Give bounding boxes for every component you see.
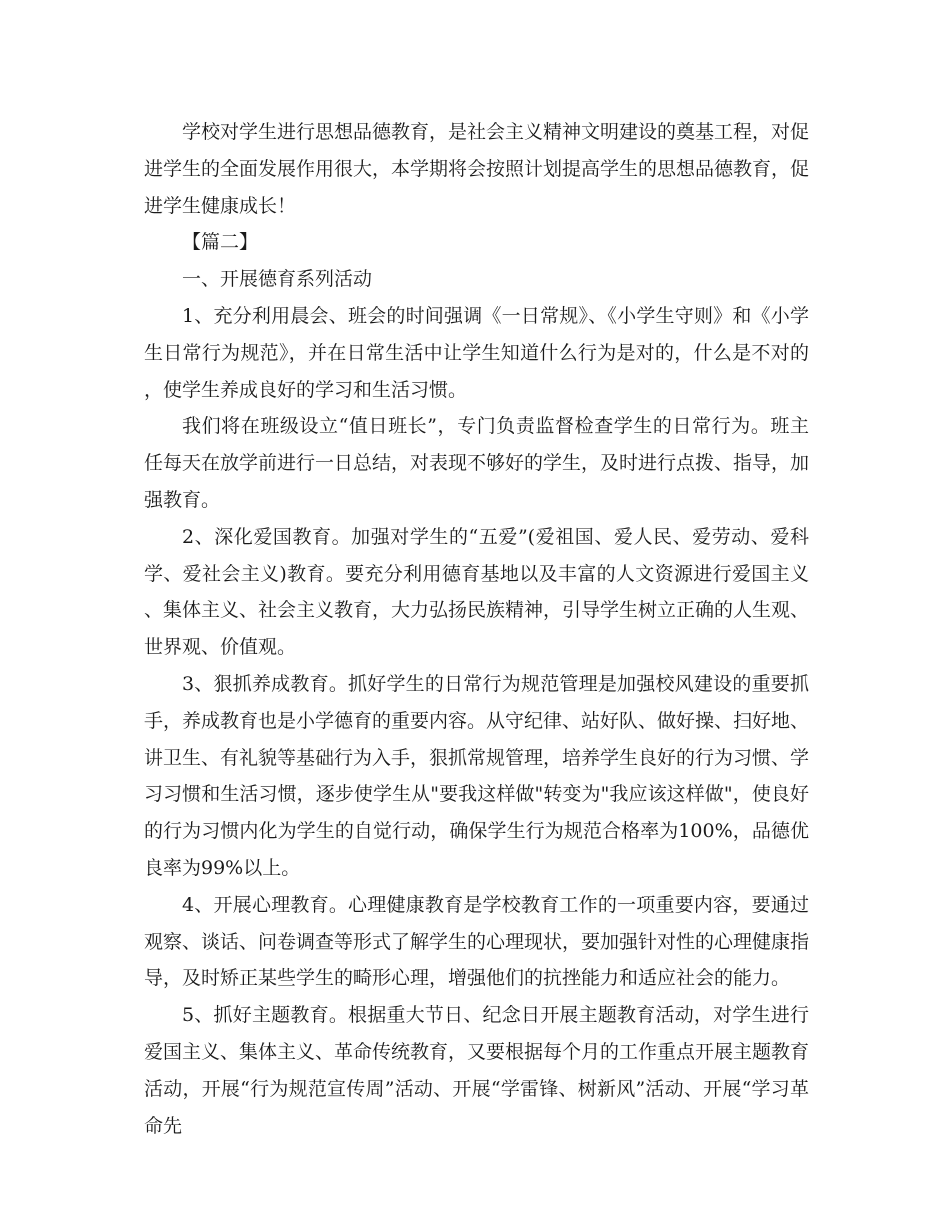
paragraph-item-1-routine: 1、充分利用晨会、班会的时间强调《一日常规》、《小学生守则》和《小学生日常行为规范》，并在日常生活中让学生知道什么行为是对的，什么是不对的，使学生养成良好的学习和生活习惯。 bbox=[144, 304, 809, 401]
paragraph-intro-summary: 学校对学生进行思想品德教育，是社会主义精神文明建设的奠基工程，对促进学生的全面发展作用很大，本学期将会按照计划提高学生的思想品德教育，促进学生健康成长！ bbox=[144, 121, 810, 217]
document-body bbox=[144, 114, 809, 1144]
section-heading-part-two: 【篇二】 bbox=[182, 231, 259, 254]
paragraph-item-2-patriotic: 2、深化爱国教育。加强对学生的“五爱”(爱祖国、爱人民、爱劳动、爱科学、爱社会主义)教育。要充分利用德育基地以及丰富的人文资源进行爱国主义、集体主义、社会主义教育，大力弘扬民族精神，引导学生树立正确的人生观、世界观、价值观。 bbox=[144, 525, 810, 659]
paragraph-item-4-psychology: 4、开展心理教育。心理健康教育是学校教育工作的一项重要内容，要通过观察、谈话、问卷调查等形式了解学生的心理现状，要加强针对性的心理健康指导，及时矫正某些学生的畸形心理，增强他们的抗挫能力和适应社会的能力。 bbox=[144, 893, 810, 990]
paragraph-item-5-themes: 5、抓好主题教育。根据重大节日、纪念日开展主题教育活动，对学生进行爱国主义、集体主义、革命传统教育，又要根据每个月的工作重点开展主题教育活动，开展“行为规范宣传周”活动、开展“学雷锋、树新风”活动、开展“学习革命先 bbox=[144, 1004, 810, 1137]
paragraph-item-3-habits: 3、狠抓养成教育。抓好学生的日常行为规范管理是加强校风建设的重要抓手，养成教育也是小学德育的重要内容。从守纪律、站好队、做好操、扫好地、讲卫生、有礼貌等基础行为入手，狠抓常规管理，培养学生良好的行为习惯、学习习惯和生活习惯，逐步使学生从"要我这样做"转变为"我应该这样做"，使良好的行为习惯内化为学生的自觉行动，确保学生行为规范合格率为100%，品德优良率为99%以上。 bbox=[144, 672, 810, 879]
section-heading-moral-activities: 一、开展德育系列活动 bbox=[182, 268, 373, 291]
paragraph-duty-monitor: 我们将在班级设立“值日班长”，专门负责监督检查学生的日常行为。班主任每天在放学前进行一日总结，对表现不够好的学生，及时进行点拨、指导，加强教育。 bbox=[144, 415, 810, 511]
